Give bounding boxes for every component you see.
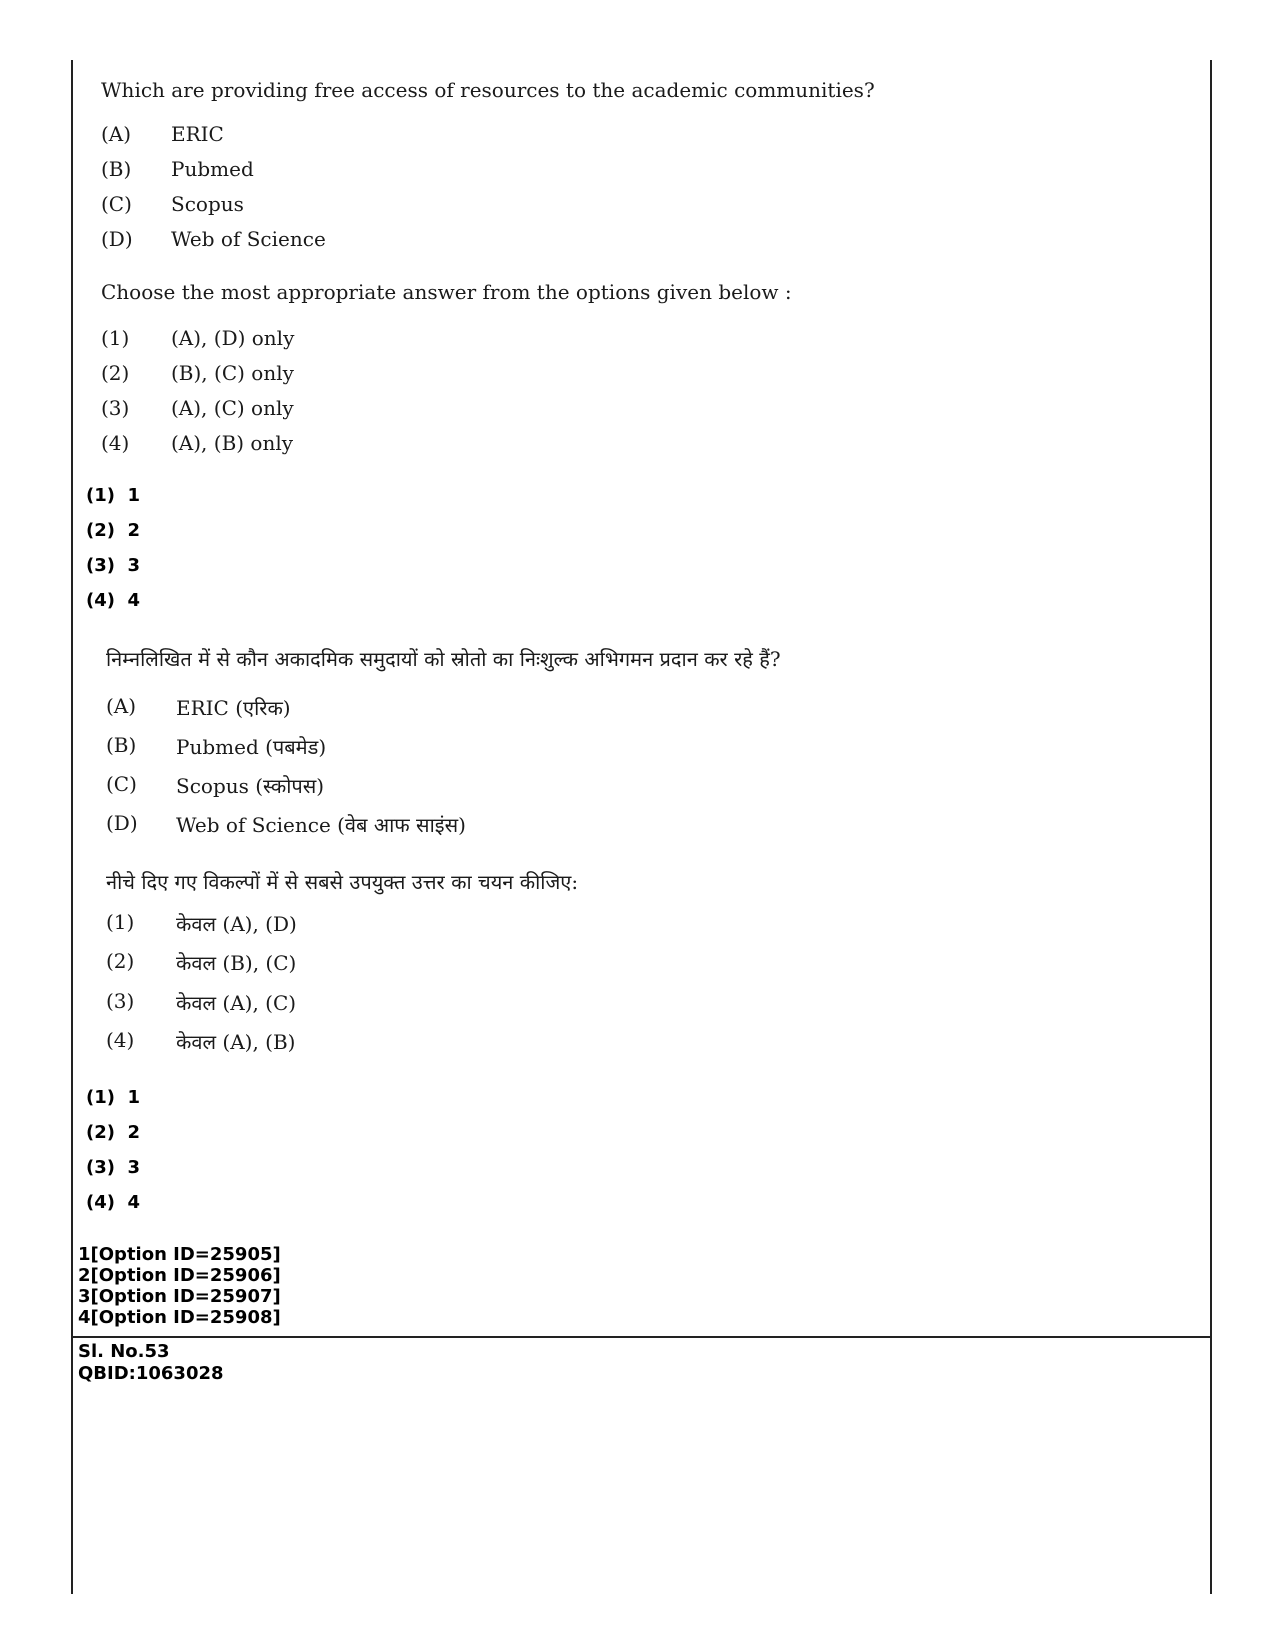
item-text: Scopus (स्कोपस) — [176, 774, 325, 798]
item-key: (A) — [101, 122, 132, 146]
left-border — [71, 60, 73, 1594]
instruction-hi: नीचे दिए गए विकल्पों में से सबसे उपयुक्त उत्तर का चयन कीजिए: — [106, 870, 579, 894]
serial-number: Sl. No.53 — [78, 1341, 170, 1362]
choice-key: (2) — [106, 949, 135, 973]
item-key: (D) — [101, 227, 133, 251]
answer-option-4: (4) 4 — [86, 1192, 141, 1213]
item-key: (B) — [106, 733, 137, 757]
choice-text: केवल (B), (C) — [176, 951, 297, 975]
section-divider — [71, 1336, 1212, 1338]
answer-option-1: (1) 1 — [86, 485, 141, 506]
answer-option-4: (4) 4 — [86, 590, 141, 611]
choice-text: (B), (C) only — [171, 361, 294, 385]
choice-text: (A), (B) only — [171, 431, 294, 455]
item-key: (C) — [106, 772, 137, 796]
choice-text: (A), (C) only — [171, 396, 294, 420]
item-key: (D) — [106, 811, 138, 835]
question-stem-en: Which are providing free access of resources to the academic communities? — [101, 78, 875, 102]
item-key: (C) — [101, 192, 132, 216]
item-text: ERIC (एरिक) — [176, 696, 291, 720]
question-stem-hi: निम्नलिखित में से कौन अकादमिक समुदायों को स्रोतो का निःशुल्क अभिगमन प्रदान कर रहे हैं? — [106, 647, 781, 671]
item-text: Scopus — [171, 192, 244, 216]
answer-option-3: (3) 3 — [86, 1157, 141, 1178]
choice-text: केवल (A), (D) — [176, 912, 297, 936]
choice-key: (3) — [106, 989, 135, 1013]
option-id-4: 4[Option ID=25908] — [78, 1307, 281, 1328]
item-text: Web of Science (वेब आफ साइंस) — [176, 813, 466, 837]
right-border — [1210, 60, 1212, 1594]
option-id-2: 2[Option ID=25906] — [78, 1265, 281, 1286]
item-key: (A) — [106, 694, 137, 718]
choice-text: केवल (A), (B) — [176, 1030, 296, 1054]
answer-option-1: (1) 1 — [86, 1087, 141, 1108]
instruction-en: Choose the most appropriate answer from the options given below : — [101, 280, 792, 304]
choice-text: (A), (D) only — [171, 326, 295, 350]
answer-option-2: (2) 2 — [86, 1122, 141, 1143]
choice-key: (4) — [101, 431, 130, 455]
choice-key: (3) — [101, 396, 130, 420]
item-key: (B) — [101, 157, 132, 181]
choice-text: केवल (A), (C) — [176, 991, 297, 1015]
answer-option-2: (2) 2 — [86, 520, 141, 541]
choice-key: (4) — [106, 1028, 135, 1052]
option-id-3: 3[Option ID=25907] — [78, 1286, 281, 1307]
choice-key: (1) — [106, 910, 135, 934]
item-text: Web of Science — [171, 227, 326, 251]
answer-option-3: (3) 3 — [86, 555, 141, 576]
option-id-1: 1[Option ID=25905] — [78, 1244, 281, 1265]
choice-key: (2) — [101, 361, 130, 385]
question-bank-id: QBID:1063028 — [78, 1363, 224, 1384]
choice-key: (1) — [101, 326, 130, 350]
item-text: Pubmed (पबमेड) — [176, 735, 327, 759]
item-text: Pubmed — [171, 157, 254, 181]
item-text: ERIC — [171, 122, 224, 146]
